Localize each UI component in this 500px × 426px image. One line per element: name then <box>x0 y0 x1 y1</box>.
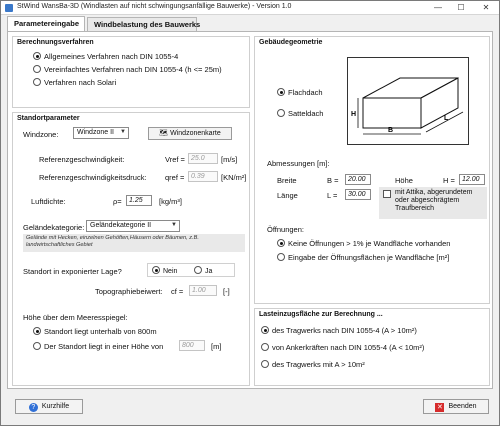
radio-satteldach[interactable]: Satteldach <box>277 109 323 118</box>
group-title-standort: Standortparameter <box>17 115 80 122</box>
building-diagram <box>347 57 469 145</box>
laenge-label: Länge <box>277 191 298 200</box>
minimize-button[interactable]: — <box>434 3 442 12</box>
radio-indicator[interactable] <box>33 65 41 73</box>
tab-parametereingabe[interactable]: Parametereingabe <box>7 16 85 32</box>
topo-field[interactable]: 1.00 <box>189 285 217 296</box>
radio-indicator[interactable] <box>277 239 285 247</box>
refgesch-symbol: Vref = <box>165 155 185 164</box>
refdruck-unit: [KN/m²] <box>221 173 247 182</box>
radio-oeffnungen-eingabe[interactable]: Eingabe der Öffnungsflächen je Wandfläche [m²] <box>277 253 449 262</box>
laenge-field[interactable]: 30.00 <box>345 189 371 200</box>
radio-indicator[interactable] <box>194 266 202 274</box>
exit-icon: ✕ <box>437 404 443 411</box>
group-title-berechnung: Berechnungsverfahren <box>17 39 94 46</box>
radio-indicator[interactable] <box>152 266 160 274</box>
radio-exponiert-ja[interactable]: Ja <box>194 266 212 275</box>
windzonenkarte-button[interactable]: 🗺 Windzonenkarte <box>148 127 232 140</box>
abmessungen-label: Abmessungen [m]: <box>267 159 330 168</box>
breite-symbol: B = <box>327 176 339 185</box>
diagram-label-l: L <box>444 115 449 122</box>
radio-tragwerk-gross[interactable]: des Tragwerks mit A > 10m² <box>261 360 365 369</box>
help-icon: ? <box>29 403 38 412</box>
refdruck-symbol: qref = <box>165 173 185 182</box>
topo-unit: [-] <box>223 287 230 296</box>
group-lasteinzugsflaeche <box>254 308 490 386</box>
breite-label: Breite <box>277 176 297 185</box>
bottom-bar <box>7 393 493 419</box>
hoehe-geometrie-label: Höhe <box>395 176 413 185</box>
radio-flachdach[interactable]: Flachdach <box>277 88 323 97</box>
luftdichte-symbol: ρ= <box>113 197 122 206</box>
luftdichte-field[interactable]: 1.25 <box>126 195 152 206</box>
diagram-label-h: H <box>351 111 357 118</box>
radio-indicator[interactable] <box>33 52 41 60</box>
tab-page-parametereingabe <box>7 31 493 389</box>
app-icon <box>5 4 13 12</box>
radio-keine-oeffnungen[interactable]: Keine Öffnungen > 1% je Wandfläche vorhanden <box>277 239 450 248</box>
radio-indicator[interactable] <box>277 88 285 96</box>
hoehe-unit: [m] <box>211 342 222 351</box>
group-gebaeudegeometrie <box>254 36 490 304</box>
refgesch-field[interactable]: 25.0 <box>188 153 218 164</box>
group-title-geometrie: Gebäudegeometrie <box>259 39 323 46</box>
hoehe-geometrie-symbol: H = <box>443 176 455 185</box>
radio-unterhalb-800m[interactable]: Standort liegt unterhalb von 800m <box>33 327 157 336</box>
radio-indicator[interactable] <box>261 360 269 368</box>
maximize-button[interactable]: ☐ <box>457 3 465 12</box>
breite-field[interactable]: 20.00 <box>345 174 371 185</box>
radio-indicator[interactable] <box>261 343 269 351</box>
gelaende-select[interactable]: Geländekategorie II ▼ <box>86 220 180 232</box>
radio-exponiert-nein[interactable]: Nein <box>152 266 177 275</box>
radio-indicator[interactable] <box>277 109 285 117</box>
radio-verfahren-solari[interactable]: Verfahren nach Solari <box>33 78 116 87</box>
diagram-label-b: B <box>388 127 394 134</box>
chevron-down-icon: ▼ <box>120 129 126 135</box>
radio-indicator[interactable] <box>33 78 41 86</box>
oeffnungen-label: Öffnungen: <box>267 225 304 234</box>
topo-symbol: cf = <box>171 287 184 296</box>
group-berechnungsverfahren <box>12 36 250 108</box>
close-button[interactable]: ✕ <box>482 3 490 12</box>
radio-indicator[interactable] <box>33 327 41 335</box>
hoehe-title: Höhe über dem Meeresspiegel: <box>23 313 128 322</box>
radio-indicator[interactable] <box>277 253 285 261</box>
gelaende-label: Geländekategorie: <box>23 223 85 232</box>
luftdichte-label: Luftdichte: <box>31 197 66 206</box>
radio-allgemeines-verfahren[interactable]: Allgemeines Verfahren nach DIN 1055-4 <box>33 52 178 61</box>
attika-checkbox[interactable] <box>383 190 391 198</box>
topo-label: Topographiebeiwert: <box>95 287 163 296</box>
radio-hoehe-eingabe[interactable]: Der Standort liegt in einer Höhe von <box>33 342 163 351</box>
kurzhilfe-button[interactable]: ? Kurzhilfe <box>15 399 83 414</box>
luftdichte-unit: [kg/m³] <box>159 197 182 206</box>
refgesch-label: Referenzgeschwindigkeit: <box>39 155 125 164</box>
radio-vereinfachtes-verfahren[interactable]: Vereinfachtes Verfahren nach DIN 1055-4 (h <= 25m) <box>33 65 222 74</box>
refgesch-unit: [m/s] <box>221 155 238 164</box>
beenden-button[interactable]: ✕ Beenden <box>423 399 489 414</box>
building-box-illustration <box>348 58 468 144</box>
window-title: StWind WansBa-3D (Windlasten auf nicht schwingungsanfällige Bauwerke) - Version 1.0 <box>17 3 292 10</box>
refdruck-field[interactable]: 0.39 <box>188 171 218 182</box>
radio-indicator[interactable] <box>261 326 269 334</box>
attika-option[interactable] <box>379 187 487 219</box>
laenge-symbol: L = <box>327 191 338 200</box>
radio-tragwerk-din[interactable]: des Tragwerks nach DIN 1055-4 (A > 10m²) <box>261 326 417 335</box>
group-title-lastflaeche: Lasteinzugsfläche zur Berechnung ... <box>259 311 383 318</box>
group-standortparameter <box>12 112 250 386</box>
windzone-label: Windzone: <box>23 130 59 139</box>
radio-indicator[interactable] <box>33 342 41 350</box>
tab-windbelastung[interactable]: Windbelastung des Bauwerks <box>87 17 197 31</box>
refdruck-label: Referenzgeschwindigkeitsdruck: <box>39 173 147 182</box>
gelaende-description: Gelände mit Hecken, einzelnen Gehöften,Häusern oder Bäumen, z.B. landwirtschaftliches Gebiet <box>23 234 245 252</box>
attika-label: mit Attika, abgerundetem oder abgeschrägtem Traufbereich <box>395 189 473 212</box>
radio-ankerkraefte[interactable]: von Ankerkräften nach DIN 1055-4 (A < 10m²) <box>261 343 424 352</box>
title-bar <box>1 1 499 15</box>
map-icon: 🗺 <box>159 130 169 137</box>
hoehe-geometrie-field[interactable]: 12.00 <box>459 174 485 185</box>
chevron-down-icon: ▼ <box>171 222 177 228</box>
exponiert-radio-group <box>147 263 235 277</box>
windzone-select[interactable]: Windzone II ▼ <box>73 127 129 139</box>
hoehe-field[interactable]: 800 <box>179 340 205 351</box>
exponiert-label: Standort in exponierter Lage? <box>23 267 122 276</box>
